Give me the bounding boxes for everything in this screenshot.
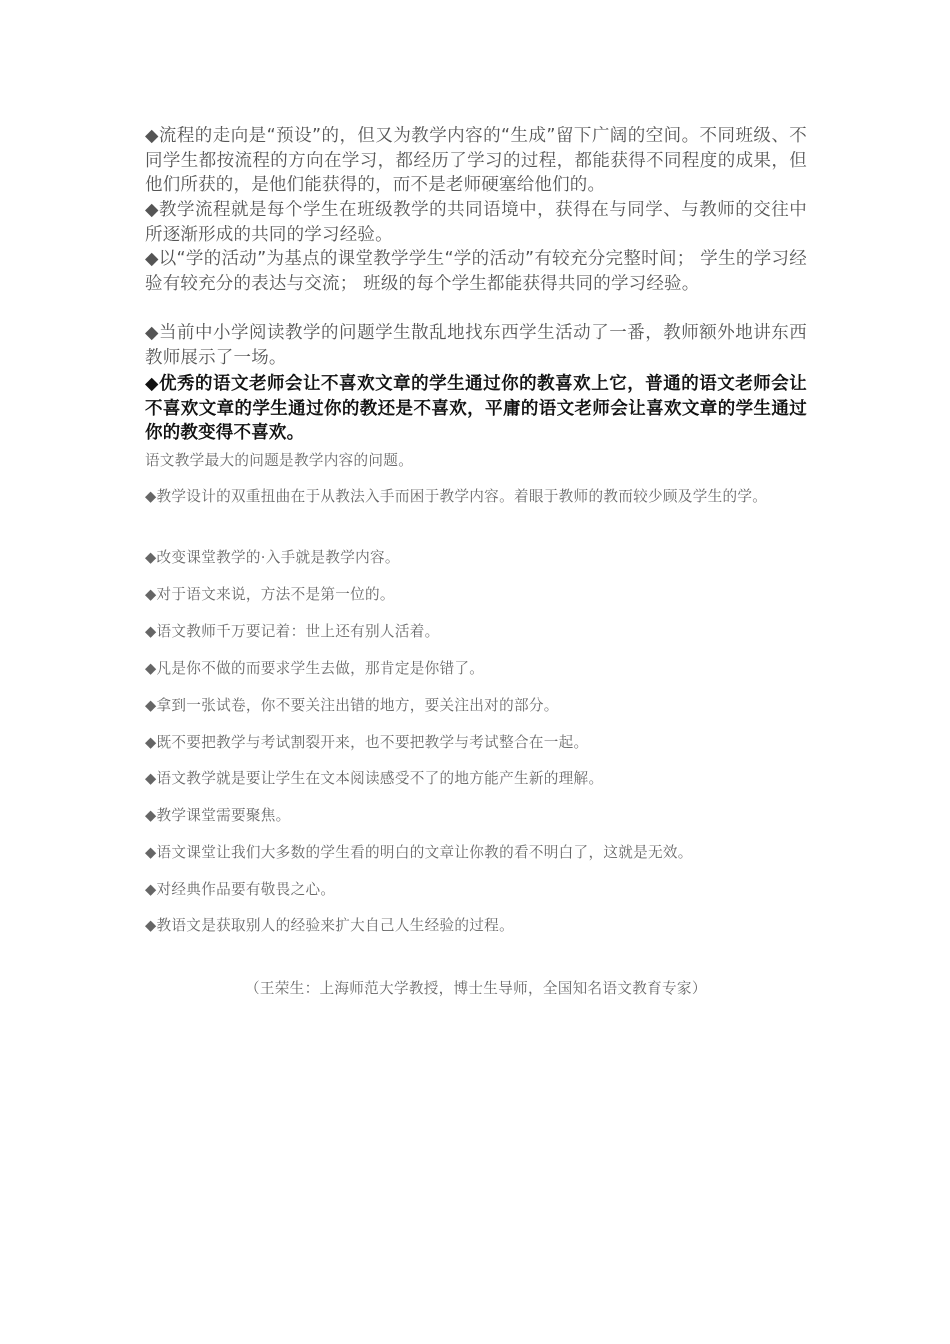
- bullet-item: ◆语文教师千万要记着：世上还有别人活着。: [145, 623, 440, 640]
- bullet-item: ◆对于语文来说，方法不是第一位的。: [145, 586, 395, 603]
- paragraph-learning-activity: ◆以“学的活动”为基点的课堂教学学生“学的活动”有较充分完整时间； 学生的学习经验有较充分的表达与交流； 班级的每个学生都能获得共同的学习经验。: [145, 249, 807, 294]
- bullet-item: ◆对经典作品要有敬畏之心。: [145, 881, 336, 898]
- paragraph-reading-problem: ◆当前中小学阅读教学的问题学生散乱地找东西学生活动了一番，教师额外地讲东西教师展示了一场。: [145, 323, 807, 368]
- bullet-item: ◆教学课堂需要聚焦。: [145, 807, 291, 824]
- author-credit: （王荣生：上海师范大学教授，博士生导师，全国知名语文教育专家）: [245, 980, 707, 997]
- bullet-item: ◆拿到一张试卷，你不要关注出错的地方，要关注出对的部分。: [145, 697, 559, 714]
- bullet-item: ◆既不要把教学与考试割裂开来，也不要把教学与考试整合在一起。: [145, 734, 589, 751]
- bullet-item: ◆语文课堂让我们大多数的学生看的明白的文章让你教的看不明白了，这就是无效。: [145, 844, 693, 861]
- intro-line: 语文教学最大的问题是教学内容的问题。: [145, 452, 414, 469]
- paragraph-excellent-teacher: ◆优秀的语文老师会让不喜欢文章的学生通过你的教喜欢上它，普通的语文老师会让不喜欢文章的学生通过你的教还是不喜欢，平庸的语文老师会让喜欢文章的学生通过你的教变得不喜欢。: [145, 374, 807, 444]
- bullet-item: ◆教语文是获取别人的经验来扩大自己人生经验的过程。: [145, 917, 514, 934]
- bullet-item: ◆语文教学就是要让学生在文本阅读感受不了的地方能产生新的理解。: [145, 770, 604, 787]
- bullet-item: ◆改变课堂教学的·入手就是教学内容。: [145, 549, 400, 566]
- bullet-item: ◆教学设计的双重扭曲在于从教法入手而困于教学内容。着眼于教师的教而较少顾及学生的学。: [145, 488, 768, 505]
- paragraph-teaching-flow: ◆教学流程就是每个学生在班级教学的共同语境中，获得在与同学、与教师的交往中所逐渐形成的共同的学习经验。: [145, 200, 807, 245]
- paragraph-flow-direction: ◆流程的走向是“预设”的，但又为教学内容的“生成”留下广阔的空间。不同班级、不同学生都按流程的方向在学习，都经历了学习的过程，都能获得不同程度的成果，但他们所获的，是他们能获得的，而不是老师硬塞给他们的。: [145, 126, 807, 196]
- bullet-item: ◆凡是你不做的而要求学生去做，那肯定是你错了。: [145, 660, 485, 677]
